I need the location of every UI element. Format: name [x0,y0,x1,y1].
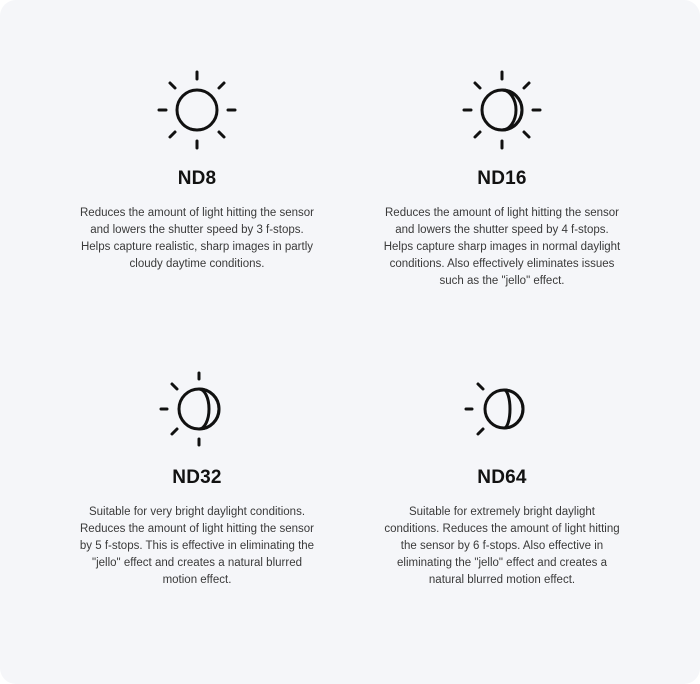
card-description: Reduces the amount of light hitting the sensor and lowers the shutter speed by 4 f-stops. Helps capture sharp images in normal daylight conditions. Also effectively eliminates issues such as the "jello" effect. [383,207,621,287]
sun-half-shade-icon [155,367,239,451]
nd64-card [377,367,627,589]
nd8-card [72,68,322,273]
card-description: Reduces the amount of light hitting the sensor and lowers the shutter speed by 3 f-stops. Helps capture realistic, sharp images in partly cloudy daytime conditions. [80,207,314,270]
nd16-card [377,68,627,290]
sun-crescent-shade-icon [460,367,544,451]
card-title: ND16 [477,168,527,189]
card-title: ND32 [172,467,222,488]
card-title: ND64 [477,467,527,488]
sun-partial-shade-icon [460,68,544,152]
nd32-card [72,367,322,589]
full-sun-icon [155,68,239,152]
card-description: Suitable for extremely bright daylight conditions. Reduces the amount of light hitting the sensor by 6 f-stops. Also effective in eliminating the "jello" effect and creates a natural blurred motion effect. [384,506,620,586]
card-title: ND8 [177,168,217,189]
card-description: Suitable for very bright daylight conditions. Reduces the amount of light hitting the sensor by 5 f-stops. This is effective in eliminating the "jello" effect and creates a natural blurred motion effect. [79,506,315,586]
